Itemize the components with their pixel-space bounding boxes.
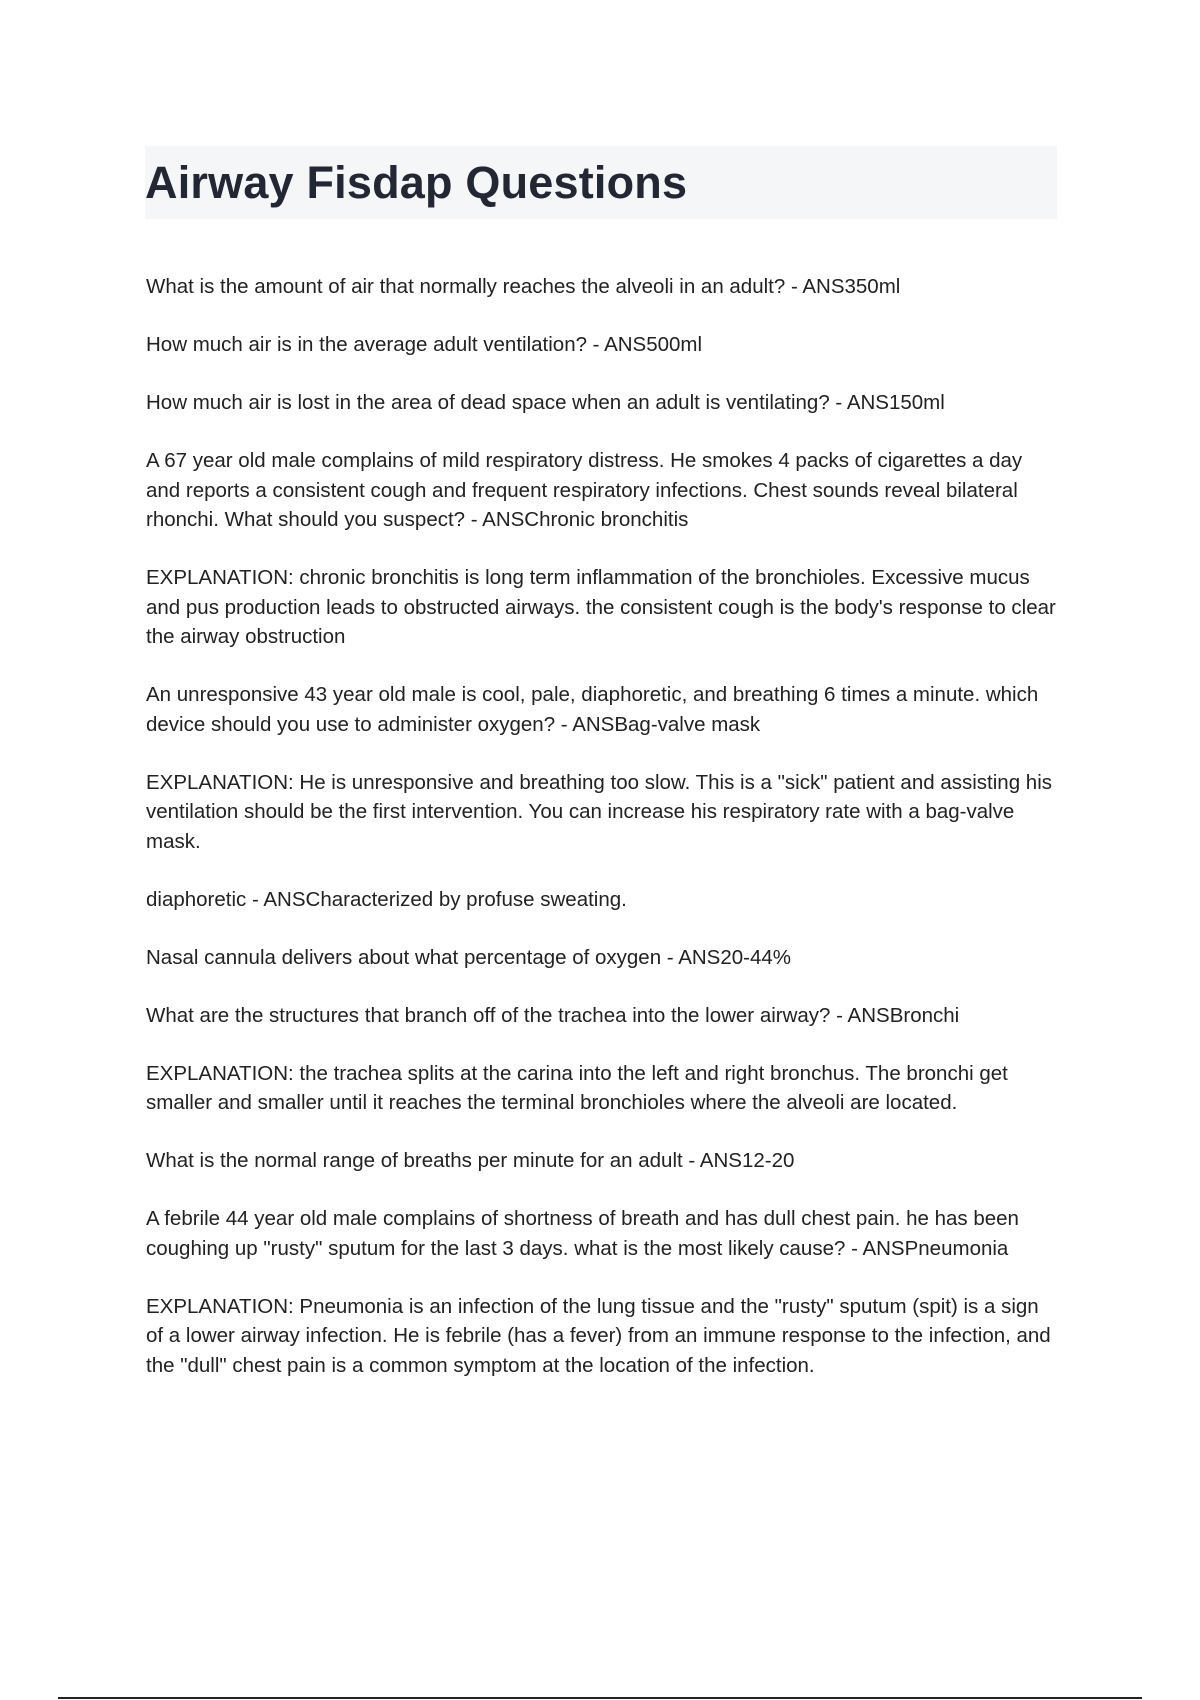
question-pneumonia: A febrile 44 year old male complains of shortness of breath and has dull chest pain. he has been coughing up "rusty" sputum for the last 3 days. what is the most likely cause? - ANSPneumonia: [146, 1207, 1019, 1260]
question-alveolar-air: What is the amount of air that normally reaches the alveoli in an adult? - ANS350ml: [146, 275, 901, 298]
footer-rule: [58, 1697, 1142, 1699]
question-dead-space: How much air is lost in the area of dead space when an adult is ventilating? - ANS150ml: [146, 391, 945, 414]
question-oxygen-device: An unresponsive 43 year old male is cool, pale, diaphoretic, and breathing 6 times a minute. which device should you use to administer oxygen? - ANSBag-valve mask: [146, 683, 1039, 736]
definition-diaphoretic: diaphoretic - ANSCharacterized by profuse sweating.: [146, 887, 627, 911]
question-breath-rate: What is the normal range of breaths per minute for an adult - ANS12-20: [146, 1149, 795, 1172]
explanation-bag-valve-mask: EXPLANATION: He is unresponsive and breathing too slow. This is a "sick" patient and assisting his ventilation should be the first intervention. You can increase his respiratory rate with a bag-valve mask.: [146, 770, 1052, 853]
explanation-pneumonia: EXPLANATION: Pneumonia is an infection of the lung tissue and the "rusty" sputum (spit) is a sign of a lower airway infection. He is febrile (has a fever) from an immune response to the infection, and the "dull" chest pain is a common symptom at the location of the infection.: [146, 1294, 1051, 1377]
question-nasal-cannula: Nasal cannula delivers about what percentage of oxygen - ANS20-44%: [146, 945, 792, 969]
question-average-ventilation: How much air is in the average adult ventilation? - ANS500ml: [146, 333, 703, 356]
question-chronic-bronchitis: A 67 year old male complains of mild respiratory distress. He smokes 4 packs of cigarettes a day and reports a consistent cough and frequent respiratory infections. Chest sounds reveal bilateral rhonchi. What should you suspect? - ANSChronic bronchitis: [146, 449, 1023, 531]
document-body: [146, 272, 1058, 1409]
page-title: Airway Fisdap Questions: [145, 157, 688, 208]
explanation-chronic-bronchitis: EXPLANATION: chronic bronchitis is long term inflammation of the bronchioles. Excessive mucus and pus production leads to obstructed airways. the consistent cough is the body's response to clear the airway obstruction: [146, 566, 1056, 648]
question-bronchi: What are the structures that branch off of the trachea into the lower airway? - ANSBronchi: [146, 1003, 960, 1027]
explanation-bronchi: EXPLANATION: the trachea splits at the carina into the left and right bronchus. The bronchi get smaller and smaller until it reaches the terminal bronchioles where the alveoli are located.: [146, 1061, 1008, 1114]
